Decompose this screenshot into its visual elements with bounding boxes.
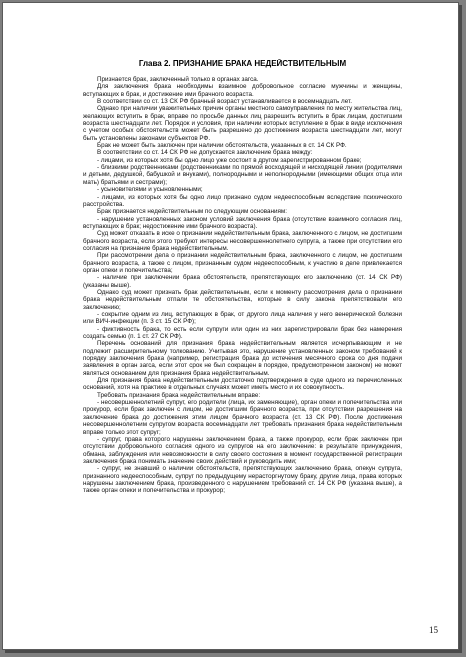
paragraph: - несовершеннолетний супруг, его родители (лица, их заменяющие), орган опеки и попечительства или прокурор, если брак заключен с лицом, не достигшим брачного возраста, при отсутствии разрешения на заключение брака до достижения этим лицом брачного возраста (ст. 13 СК РФ). После достижения несовершеннолетним супругом возраста восемнадцати лет требовать признания брака недействительным вправе только этот супруг; — [83, 399, 402, 436]
paragraph: - лицами, из которых хотя бы одно лицо признано судом недееспособным вследствие психического расстройства. — [83, 193, 402, 208]
paragraph: - лицами, из которых хотя бы одно лицо уже состоит в другом зарегистрированном браке; — [97, 156, 362, 164]
paragraph: Брак не может быть заключен при наличии обстоятельств, указанных в ст. 14 СК РФ. — [97, 142, 347, 150]
paragraph: Брак признается недействительным по следующим основаниям: — [97, 208, 287, 216]
paragraph: При рассмотрении дела о признании недействительным брака, заключенного с лицом, не достигшим брачного возраста, а также с лицом, признанным судом недееспособным, к участию в деле привлекается орган опеки и попечительства; — [83, 252, 402, 274]
page-number: 15 — [429, 625, 438, 635]
page-content — [83, 59, 402, 627]
paragraph: В соответствии со ст. 14 СК РФ не допускается заключение брака между: — [97, 149, 313, 157]
paragraph: - сокрытие одним из лиц, вступающих в брак, от другого лица наличия у него венерической болезни или ВИЧ-инфекции (п. 3 ст. 15 СК РФ); — [83, 311, 402, 326]
paragraph: Суд может отказать в иске о признании недействительным брака, заключенного с лицом, не достигшим брачного возраста, если этого требуют интересы несовершеннолетнего супруга, а также при отсутствии его согласия на признание брака недействительным. — [83, 230, 402, 252]
paragraph: Однако суд может признать брак действительным, если к моменту рассмотрения дела о признании брака недействительным отпали те обстоятельства, которые в силу закона препятствовали его заключению; — [83, 288, 402, 311]
paragraph: В соответствии со ст. 13 СК РФ брачный возраст устанавливается в восемнадцать лет. — [97, 98, 352, 106]
paragraph: - усыновителями и усыновленными; — [97, 186, 203, 194]
chapter-heading: Глава 2. ПРИЗНАНИЕ БРАКА НЕДЕЙСТВИТЕЛЬНЫМ — [138, 59, 347, 68]
paragraph: - нарушение установленных законом условий заключения брака (отсутствие взаимного согласия лиц, вступающих в брак; недостижение ими брачного возраста). — [83, 215, 402, 230]
paragraph: - супруг, права которого нарушены заключением брака, а также прокурор, если брак заключен при отсутствии добровольного согласия одного из супругов на его заключение: в результате принуждения, обмана, заблуждения или невозможности в силу своего состояния в момент государственной регистрации заключения брака понимать значение своих действий и руководить ими; — [83, 435, 402, 465]
paragraph-list — [83, 76, 402, 495]
paragraph: Признается брак, заключенный только в органах загса. — [97, 76, 259, 83]
paragraph: Перечень оснований для признания брака недействительным является исчерпывающим и не подлежит расширительному толкованию. Учитывая это, нарушение установленных законом требований к порядку заключения брака (например, регистрация брака до истечения месячного срока со дня подачи заявления в орган загса, если этот срок не был сокращен в порядке, предусмотренном законом) не может являться основанием для признания брака недействительным. — [83, 340, 402, 377]
paragraph: - наличие при заключении брака обстоятельств, препятствующих его заключению (ст. 14 СК РФ) (указаны выше). — [83, 274, 402, 289]
paragraph: Для признания брака недействительным достаточно подтверждения в суде одного из перечисленных оснований, хотя на практике в отдельных случаях может иметь место и их совокупность. — [83, 377, 402, 392]
paragraph: - близкими родственниками (родственниками по прямой восходящей и нисходящей линии (родителями и детьми, дедушкой, бабушкой и внуками), полнородными и неполнородными (имеющими общих отца или мать) братьями и сестрами); — [83, 164, 402, 186]
document-page — [2, 2, 459, 650]
paragraph: Требовать признания брака недействительным вправе: — [97, 391, 261, 399]
paragraph: - фиктивность брака, то есть если супруги или один из них зарегистрировали брак без намерения создать семью (п. 1 ст. 27 СК РФ). — [83, 325, 402, 341]
paragraph: - супруг, не знавший о наличии обстоятельств, препятствующих заключению брака, опекун супруга, признанного недееспособным, супруг по предыдущему нерасторгнутому браку, другие лица, права которых нарушены заключением брака, произведенного с нарушением требований ст. 14 СК РФ (указана выше), а также орган опеки и попечительства и прокурор; — [83, 465, 402, 495]
paragraph: Для заключения брака необходимы взаимное добровольное согласие мужчины и женщины, вступающих в брак, и достижение ими брачного возраста. — [83, 83, 402, 98]
paragraph: Однако при наличии уважительных причин органы местного самоуправления по месту жительства лиц, желающих вступить в брак, вправе по просьбе данных лиц разрешить вступить в брак лицам, достигшим возраста шестнадцати лет. Порядок и условия, при наличии которых вступление в брак в виде исключения с учетом особых обстоятельств может быть разрешено до достижения возраста шестнадцати лет, могут быть установлены законами субъектов РФ. — [83, 105, 402, 142]
